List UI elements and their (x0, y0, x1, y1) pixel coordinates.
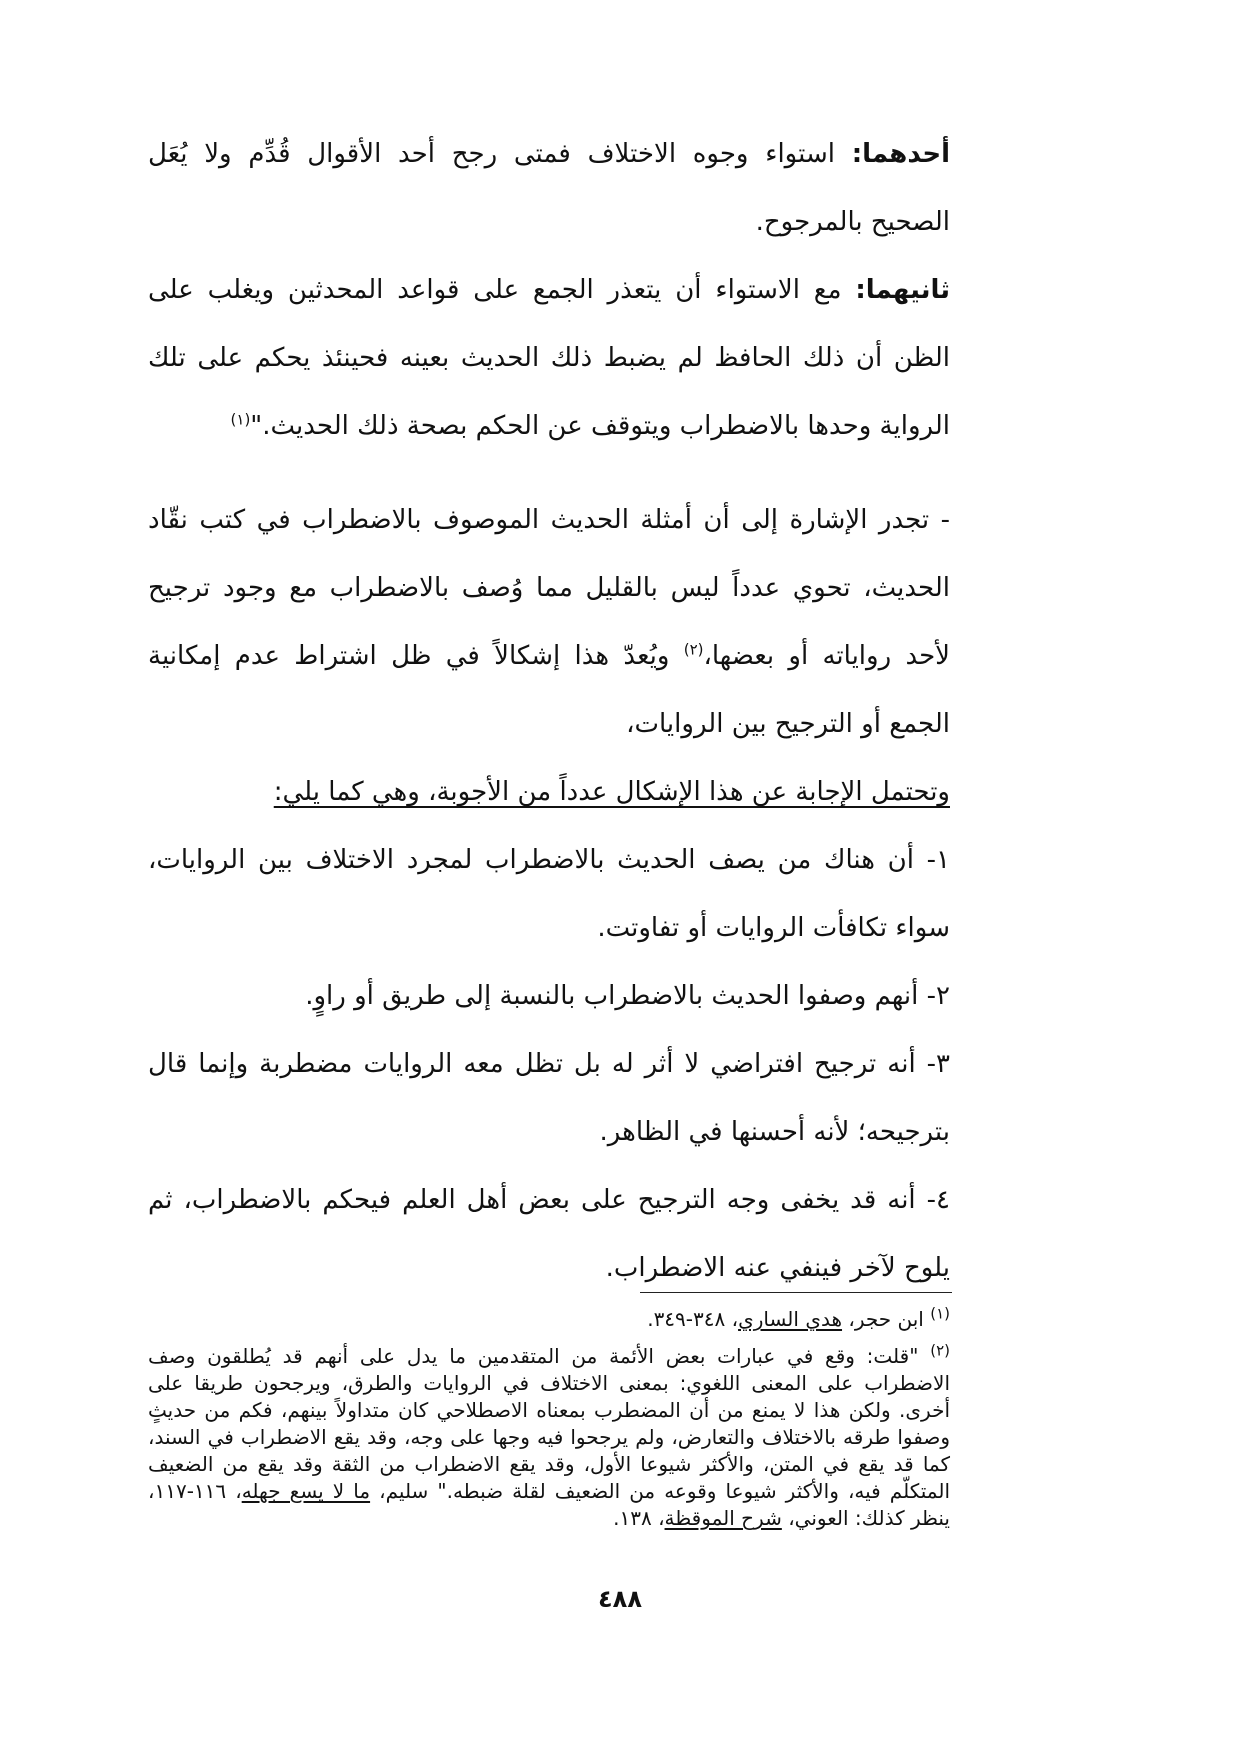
footnote-2-title-2: شرح الموقظة (664, 1506, 782, 1530)
lead-term-second: ثانيهما: (855, 275, 950, 305)
footnote-2-text-b: ، ١١٦-١١٧، ينظر كذلك: العوني، (148, 1479, 950, 1530)
paragraph-first-reason (148, 120, 950, 256)
footnote-2-marker: (٢) (930, 1341, 950, 1360)
page-number: ٤٨٨ (598, 1585, 642, 1613)
footnote-2-text-a: "قلت: وقع في عبارات بعض الأئمة من المتقدمين ما يدل على أنهم قد يُطلقون وصف الاضطراب على المعنى اللغوي: بمعنى الاختلاف في الروايات والطرق، ويرجحون طريقا على أخرى. ولكن هذا لا يمنع من أن المضطرب بمعناه الاصطلاحي كان متداولاً بينهم، فكم من حديثٍ وصفوا طرقه بالاختلاف والتعارض، ولم يرجحوا فيه وجها على وجه، وقد يقع الاضطراب في السند، كما قد يقع في المتن، والأكثر شيوعا الأول، وقد يقع الاضطراب من الثقة وقد يقع من الضعيف المتكلّم فيه، والأكثر شيوعا وقوعه من الضعيف لقلة ضبطه." سليم، (148, 1344, 951, 1503)
footnote-2-text-c: ، ١٣٨. (613, 1506, 665, 1530)
footnote-ref-1[interactable]: (١) (230, 410, 251, 429)
footnote-1-text-b: ، ٣٤٨-٣٤٩. (647, 1307, 739, 1331)
list-item-3: ٣- أنه ترجيح افتراضي لا أثر له بل تظل معه الروايات مضطربة وإنما قال بترجيحه؛ لأنه أحسنها في الظاهر. (148, 1049, 950, 1147)
footnote-1-text-a: ابن حجر، (842, 1307, 931, 1331)
main-text (148, 120, 950, 1302)
footnote-divider (640, 1292, 952, 1293)
list-item-1: ١- أن هناك من يصف الحديث بالاضطراب لمجرد الاختلاف بين الروايات، سواء تكافأت الروايات أو تفاوتت. (148, 845, 950, 943)
paragraph-first-text: استواء وجوه الاختلاف فمتى رجح أحد الأقوال قُدِّم ولا يُعَل الصحيح بالمرجوح. (148, 139, 950, 237)
footnotes (148, 1306, 950, 1532)
paragraph-note-text-b: ويُعدّ هذا إشكالاً في ظل اشتراط عدم إمكانية الجمع أو الترجيح بين الروايات، (148, 641, 950, 739)
list-item-2: ٢- أنهم وصفوا الحديث بالاضطراب بالنسبة إلى طريق أو راوٍ. (305, 981, 950, 1011)
footnote-1 (148, 1306, 950, 1333)
footnote-1-marker: (١) (930, 1304, 950, 1323)
paragraph-note-text-a: - تجدر الإشارة إلى أن أمثلة الحديث الموصوف بالاضطراب في كتب نقّاد الحديث، تحوي عدداً ليس بالقليل مما وُصف بالاضطراب مع وجود ترجيح لأحد رواياته أو بعضها، (148, 505, 950, 671)
answers-heading: وتحتمل الإجابة عن هذا الإشكال عدداً من الأجوبة، وهي كما يلي: (273, 777, 950, 807)
footnote-2-title-1: ما لا يسع جهله (241, 1479, 371, 1503)
footnote-ref-2[interactable]: (٢) (683, 640, 704, 659)
paragraph-second-text: مع الاستواء أن يتعذر الجمع على قواعد المحدثين ويغلب على الظن أن ذلك الحافظ لم يضبط ذلك الحديث بعينه فحينئذ يحكم على تلك الرواية وحدها بالاضطراب ويتوقف عن الحكم بصحة ذلك الحديث." (148, 275, 950, 441)
lead-term-first: أحدهما: (851, 139, 950, 169)
footnote-2 (148, 1343, 950, 1532)
footnote-1-title: هدي الساري (738, 1307, 843, 1331)
paragraph-second-reason (148, 256, 950, 460)
list-item-4: ٤- أنه قد يخفى وجه الترجيح على بعض أهل العلم فيحكم بالاضطراب، ثم يلوح لآخر فينفي عنه الاضطراب. (148, 1185, 950, 1283)
paragraph-note (148, 486, 950, 758)
